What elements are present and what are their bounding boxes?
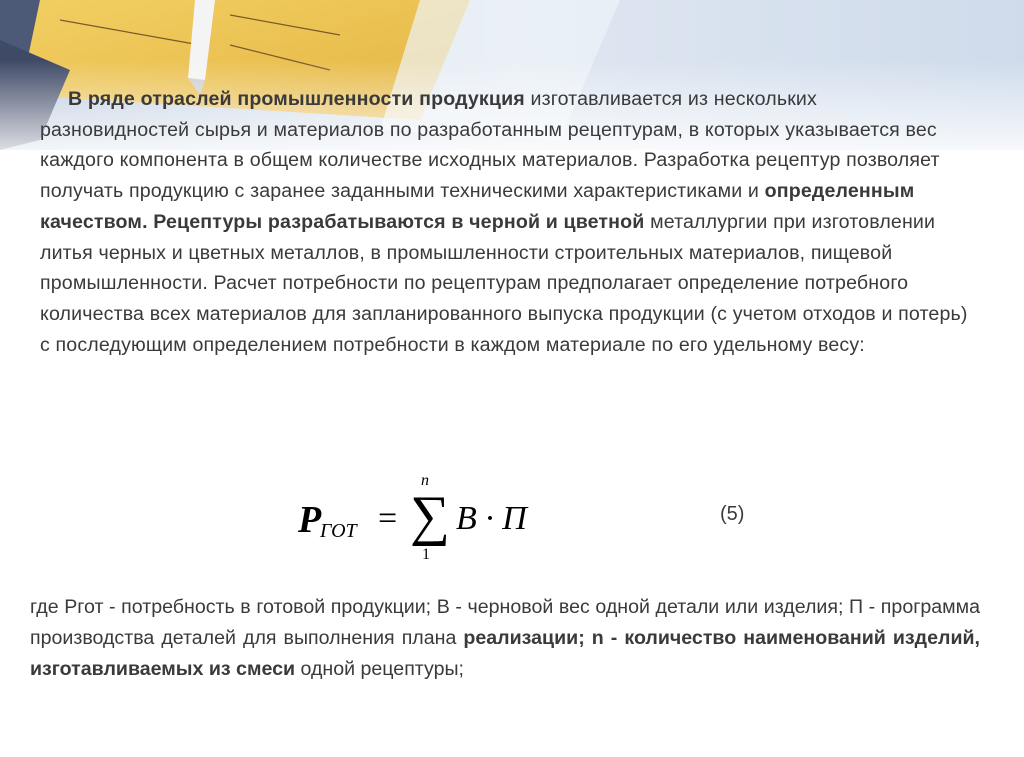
paragraph-part-1: изготавливается из нескольких разновидностей сырья и материалов по разработанным рецептурам, в которых указывается вес каждого компонента в общем количестве исходных материалов. Разработка рецептур позволяет получать продукцию с заранее заданными техническими характеристиками и <box>40 88 940 203</box>
formula-sum-symbol: ∑ <box>410 485 450 547</box>
formula-upper-limit: n <box>421 472 429 489</box>
main-paragraph <box>40 84 970 360</box>
formula-lhs: P <box>298 499 322 541</box>
formula-legend <box>30 592 980 685</box>
paragraph-mid-bold: определенным качеством. Рецептуры разрабатываются в черной и цветной <box>40 180 915 233</box>
equation-number: (5) <box>720 503 745 525</box>
paragraph-lead-bold: В ряде отраслей промышленности продукция <box>68 88 525 110</box>
formula-rhs: B · П <box>456 500 527 537</box>
formula-equals: = <box>378 500 398 537</box>
paragraph-part-2: металлургии при изготовлении литья черных и цветных металлов, в промышленности строительных материалов, пищевой промышленности. Расчет потребности по рецептурам предполагает определение потребного количества всех материалов для запланированного выпуска продукции (с учетом отходов и потерь) с последующим определением потребности в каждом материале по его удельному весу: <box>40 210 968 356</box>
formula-lhs-subscript: ГОТ <box>320 520 357 542</box>
legend-part-2: одной рецептуры; <box>295 658 464 680</box>
legend-part-1: где Pгот - потребность в готовой продукции; В - черновой вес одной детали или изделия; П - программа производства деталей для выполнения плана <box>30 596 980 649</box>
formula-lower-limit: 1 <box>422 546 430 563</box>
formula <box>298 470 558 570</box>
legend-bold: реализации; n - количество наименований изделий, изготавливаемых из смеси <box>30 627 980 680</box>
